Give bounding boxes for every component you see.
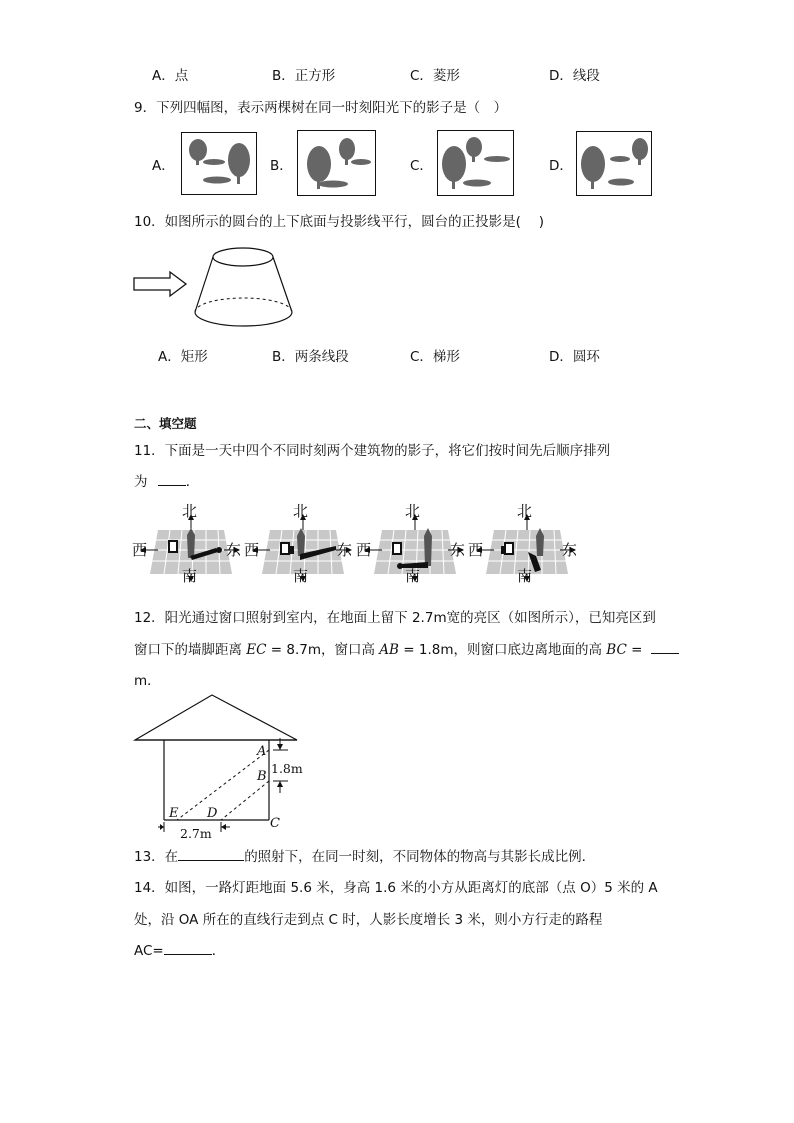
q11-panel-3-west: 西 (356, 541, 372, 559)
q11-panel-4-east: 东 (562, 541, 578, 559)
q11-panel-4-south: 南 (517, 567, 533, 585)
q11-panel-3-north: 北 (405, 502, 421, 520)
q11-stem: 11．下面是一天中四个不同时刻两个建筑物的影子，将它们按时间先后顺序排列 (134, 443, 611, 459)
q10-option-b: B．两条线段 (272, 349, 349, 365)
q11-panel-4-west: 西 (468, 541, 484, 559)
q10-option-c: C．梯形 (410, 349, 460, 365)
q8-option-a: A．点 (152, 68, 189, 84)
q12-label-b: B (257, 769, 267, 784)
q10-frustum-figure (130, 240, 300, 335)
q12-label-a: A (257, 744, 267, 759)
q9-letter-b: B． (270, 158, 293, 174)
q12-label-c: C (270, 816, 280, 831)
q9-stem: 9．下列四幅图，表示两棵树在同一时刻阳光下的影子是（ ） (134, 100, 508, 116)
q12-line-3: m． (134, 673, 161, 689)
q11-panel-2-east: 东 (337, 541, 353, 559)
q12-window-height: 1.8m (271, 761, 303, 776)
q14-line-2: 处，沿 OA 所在的直线行走到点 C 时，人影长度增长 3 米，则小方行走的路程 (134, 912, 603, 928)
q8-option-c: C．菱形 (410, 68, 460, 84)
q12-line-1: 12．阳光通过窗口照射到室内，在地面上留下 2.7m宽的亮区（如图所示），已知亮区到 (134, 610, 656, 626)
q12-label-e: E (169, 806, 179, 821)
q9-letter-a: A． (152, 158, 175, 174)
q11-panel-1-west: 西 (132, 541, 148, 559)
q11-panel-3-south: 南 (405, 567, 421, 585)
q12-line-2: 窗口下的墙脚距离 EC = 8.7m，窗口高 AB = 1.8m，则窗口底边离地面的高 BC = (134, 641, 679, 659)
q11-panel-1-north: 北 (182, 502, 198, 520)
q9-figure-d (576, 131, 652, 196)
q10-option-d: D．圆环 (549, 349, 600, 365)
q9-figure-c (437, 130, 514, 196)
q12-answer-blank[interactable] (651, 653, 679, 654)
section-title: 二、填空题 (134, 416, 197, 431)
q11-panel-1-south: 南 (182, 567, 198, 585)
q9-letter-d: D． (549, 158, 573, 174)
q12-label-d: D (207, 806, 218, 821)
q10-option-a: A．矩形 (158, 349, 208, 365)
q14-line-1: 14．如图，一路灯距地面 5.6 米，身高 1.6 米的小方从距离灯的底部（点 O）5 米的 A (134, 880, 658, 896)
q9-figure-a (181, 132, 257, 195)
q9-figure-b (297, 130, 376, 196)
q9-letter-c: C． (410, 158, 433, 174)
q11-panel-2-west: 西 (244, 541, 260, 559)
q11-panel-1-east: 东 (226, 541, 242, 559)
q10-stem: 10．如图所示的圆台的上下底面与投影线平行，圆台的正投影是( ) (134, 214, 545, 230)
q8-option-b: B．正方形 (272, 68, 336, 84)
q11-stem-cont: 为 ． (134, 474, 200, 490)
q11-panel-4-north: 北 (517, 502, 533, 520)
q8-option-d: D．线段 (549, 68, 600, 84)
q13-answer-blank[interactable] (178, 860, 244, 861)
q11-panel-2-south: 南 (293, 567, 309, 585)
q13-stem: 13．在 的照射下，在同一时刻，不同物体的物高与其影长成比例． (134, 849, 596, 865)
q11-panel-2-north: 北 (293, 502, 309, 520)
q11-answer-blank[interactable] (158, 485, 186, 486)
q12-bright-width: 2.7m (180, 826, 212, 841)
q14-line-3: AC= ． (134, 943, 226, 959)
q14-answer-blank[interactable] (164, 954, 212, 955)
q11-panel-3-east: 东 (450, 541, 466, 559)
